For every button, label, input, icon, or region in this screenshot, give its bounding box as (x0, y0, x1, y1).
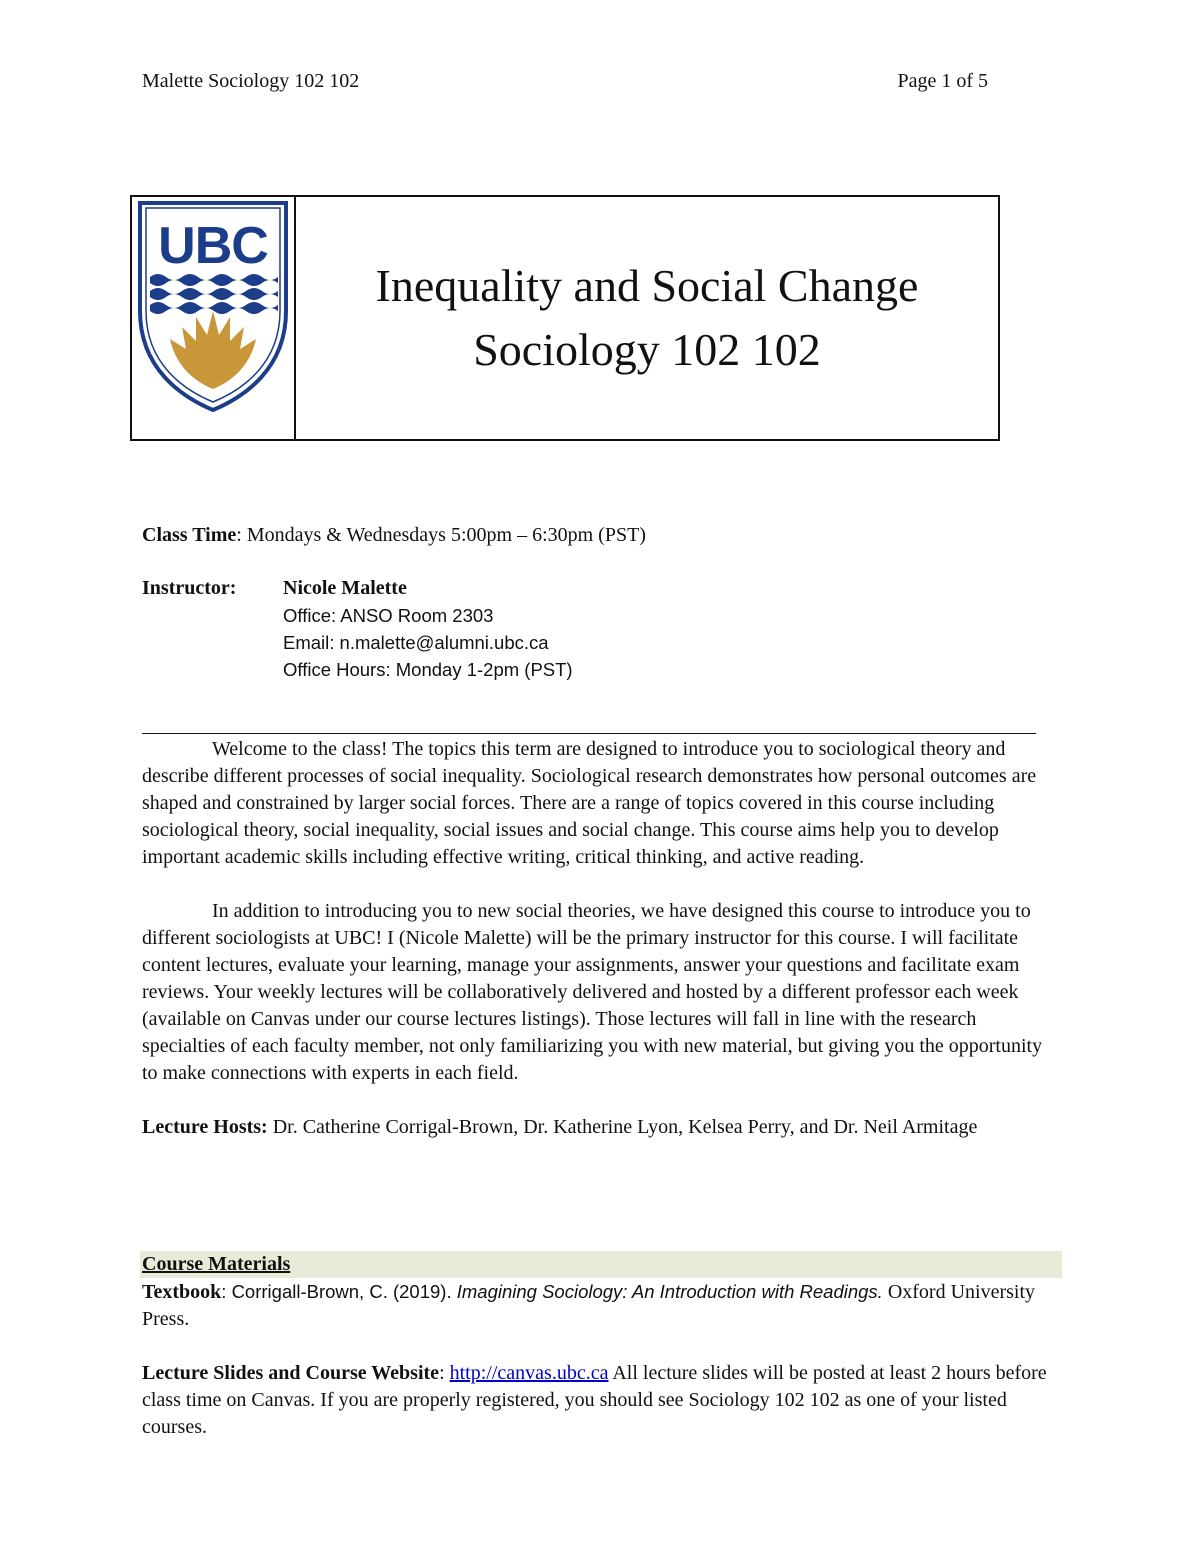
title-banner (130, 195, 1000, 441)
logo-text: UBC (158, 217, 268, 275)
logo-cell (132, 197, 296, 439)
class-time-label: Class Time (142, 524, 237, 546)
course-materials (142, 1278, 1052, 1441)
page-number: Page 1 of 5 (897, 70, 988, 92)
intro-body (142, 736, 1052, 1141)
course-code: Sociology 102 102 (473, 324, 821, 375)
course-materials-heading: Course Materials (140, 1251, 1062, 1278)
office-line: Office: ANSO Room 2303 (283, 605, 494, 626)
class-time-value: : Mondays & Wednesdays 5:00pm – 6:30pm (PST) (236, 524, 646, 546)
textbook-entry: Textbook: Corrigall-Brown, C. (2019). Imagining Sociology: An Introduction with Readings. Oxford University Press. (142, 1281, 1036, 1330)
lecture-hosts: Lecture Hosts: Dr. Catherine Corrigal-Brown, Dr. Katherine Lyon, Kelsea Perry, and Dr. Neil Armitage (142, 1116, 978, 1138)
instructor-details (283, 575, 573, 683)
welcome-paragraph: Welcome to the class! The topics this term are designed to introduce you to sociological theory and describe different processes of social inequality. Sociological research demonstrates how personal outcomes are shaped and constrained by larger social forces. There are a range of topics covered in this course including sociological theory, social inequality, social issues and social change. This course aims help you to develop important academic skills including effective writing, critical thinking, and active reading. (142, 738, 1037, 868)
office-hours-line: Office Hours: Monday 1-2pm (PST) (283, 659, 573, 680)
email-line: Email: n.malette@alumni.ubc.ca (283, 632, 549, 653)
ubc-crest-icon (134, 199, 292, 413)
slides-entry: Lecture Slides and Course Website: http://canvas.ubc.ca All lecture slides will be posted at least 2 hours before class time on Canvas. If you are properly registered, you should see Sociology 102 102 as one of your listed courses. (142, 1362, 1047, 1438)
course-design-paragraph: In addition to introducing you to new social theories, we have designed this course to introduce you to different sociologists at UBC! I (Nicole Malette) will be the primary instructor for this course. I will facilitate content lectures, evaluate your learning, manage your assignments, answer your questions and facilitate exam reviews. Your weekly lectures will be collaboratively delivered and hosted by a different professor each week (available on Canvas under our course lectures listings). Those lectures will fall in line with the research specialties of each faculty member, not only familiarizing you with new material, but giving you the opportunity to make connections with experts in each field. (142, 900, 1043, 1084)
running-header-left: Malette Sociology 102 102 (142, 70, 360, 92)
title-cell (296, 197, 998, 439)
course-title: Inequality and Social Change (375, 260, 919, 311)
class-time-row (142, 522, 646, 549)
instructor-name: Nicole Malette (283, 577, 407, 599)
divider (142, 733, 1036, 734)
instructor-label: Instructor: (142, 577, 237, 599)
canvas-link[interactable]: http://canvas.ubc.ca (449, 1362, 609, 1384)
